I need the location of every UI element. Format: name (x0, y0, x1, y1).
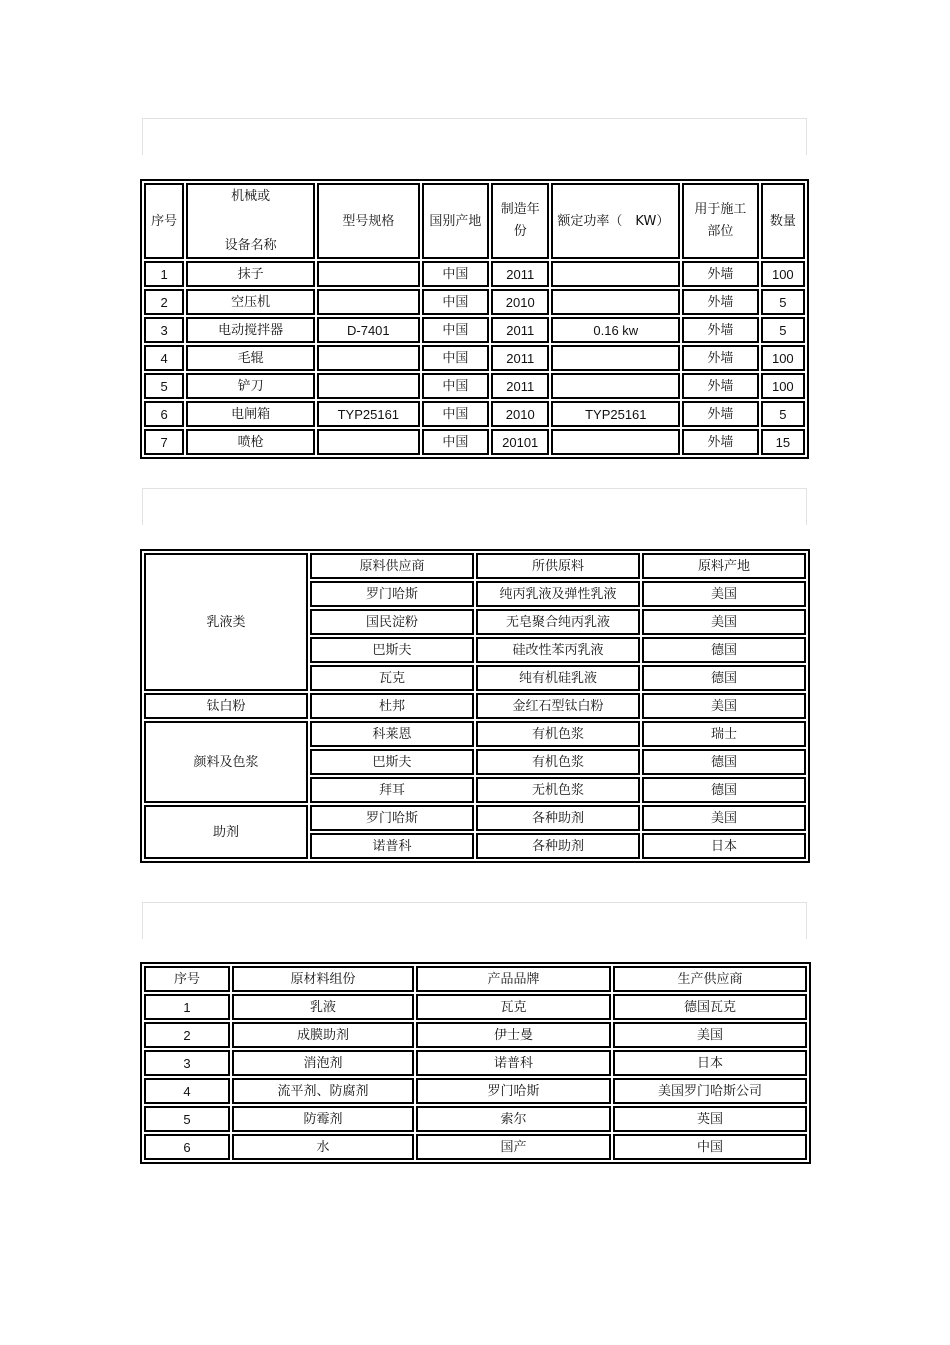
component-cell: 防霉剂 (232, 1106, 414, 1132)
power-cell (551, 345, 680, 371)
year-cell: 2011 (491, 261, 549, 287)
origin-cell: 德国 (642, 665, 806, 691)
header-index: 序号 (144, 966, 230, 992)
origin-cell: 中国 (422, 289, 489, 315)
header-equipment-name (186, 183, 315, 259)
component-cell: 水 (232, 1134, 414, 1160)
supplier-cell: 拜耳 (310, 777, 474, 803)
table-row (144, 805, 806, 831)
header-material: 所供原料 (476, 553, 640, 579)
header-year: 制造年份 (491, 183, 549, 259)
power-cell (551, 289, 680, 315)
header-component: 原材料组份 (232, 966, 414, 992)
producer-cell: 英国 (613, 1106, 807, 1132)
table-row (144, 1078, 807, 1104)
qty-cell: 100 (761, 261, 805, 287)
table-row (144, 994, 807, 1020)
origin-cell: 美国 (642, 805, 806, 831)
name-cell: 毛辊 (186, 345, 315, 371)
index-cell: 5 (144, 1106, 230, 1132)
power-cell (551, 429, 680, 455)
equipment-table (140, 179, 809, 459)
supplier-cell: 巴斯夫 (310, 637, 474, 663)
materials-supplier-table (140, 549, 810, 863)
model-cell (317, 289, 420, 315)
model-cell (317, 345, 420, 371)
index-cell: 3 (144, 1050, 230, 1076)
group-additive: 助剂 (144, 805, 308, 859)
header-index: 序号 (144, 183, 184, 259)
header-brand: 产品品牌 (416, 966, 611, 992)
qty-cell: 100 (761, 345, 805, 371)
producer-cell: 德国瓦克 (613, 994, 807, 1020)
table-header-row (144, 966, 807, 992)
year-cell: 2011 (491, 373, 549, 399)
section-title-box (142, 902, 807, 939)
index-cell: 3 (144, 317, 184, 343)
name-cell: 电闸箱 (186, 401, 315, 427)
index-cell: 6 (144, 1134, 230, 1160)
brand-cell: 伊士曼 (416, 1022, 611, 1048)
index-cell: 2 (144, 1022, 230, 1048)
origin-cell: 德国 (642, 749, 806, 775)
index-cell: 1 (144, 994, 230, 1020)
model-cell: D-7401 (317, 317, 420, 343)
brand-cell: 罗门哈斯 (416, 1078, 611, 1104)
group-titanium: 钛白粉 (144, 693, 308, 719)
supplier-cell: 国民淀粉 (310, 609, 474, 635)
table-row (144, 1134, 807, 1160)
header-origin: 国别产地 (422, 183, 489, 259)
origin-cell: 美国 (642, 581, 806, 607)
material-cell: 纯有机硅乳液 (476, 665, 640, 691)
usage-cell: 外墙 (682, 373, 758, 399)
material-cell: 无机色浆 (476, 777, 640, 803)
supplier-cell: 诺普科 (310, 833, 474, 859)
header-supplier: 原料供应商 (310, 553, 474, 579)
producer-cell: 美国罗门哈斯公司 (613, 1078, 807, 1104)
header-name-line2: 设备名称 (224, 238, 277, 253)
component-cell: 乳液 (232, 994, 414, 1020)
material-cell: 各种助剂 (476, 805, 640, 831)
table-row (144, 317, 805, 343)
index-cell: 1 (144, 261, 184, 287)
supplier-cell: 科莱恩 (310, 721, 474, 747)
origin-cell: 日本 (642, 833, 806, 859)
table-row (144, 1022, 807, 1048)
qty-cell: 5 (761, 289, 805, 315)
producer-cell: 中国 (613, 1134, 807, 1160)
table-row (144, 693, 806, 719)
name-cell: 喷枪 (186, 429, 315, 455)
power-cell (551, 261, 680, 287)
header-material-origin: 原料产地 (642, 553, 806, 579)
index-cell: 4 (144, 345, 184, 371)
header-power: 额定功率（ KW） (551, 183, 680, 259)
year-cell: 20101 (491, 429, 549, 455)
material-cell: 有机色浆 (476, 749, 640, 775)
table-row (144, 289, 805, 315)
producer-cell: 日本 (613, 1050, 807, 1076)
usage-cell: 外墙 (682, 429, 758, 455)
table-row (144, 1050, 807, 1076)
table-header-row (144, 183, 805, 259)
name-cell: 电动搅拌器 (186, 317, 315, 343)
index-cell: 7 (144, 429, 184, 455)
power-cell (551, 373, 680, 399)
material-cell: 金红石型钛白粉 (476, 693, 640, 719)
power-cell: TYP25161 (551, 401, 680, 427)
table-row (144, 345, 805, 371)
origin-cell: 中国 (422, 429, 489, 455)
usage-cell: 外墙 (682, 345, 758, 371)
table-row (144, 429, 805, 455)
model-cell (317, 373, 420, 399)
table-row (144, 261, 805, 287)
material-cell: 纯丙乳液及弹性乳液 (476, 581, 640, 607)
material-cell: 有机色浆 (476, 721, 640, 747)
origin-cell: 美国 (642, 609, 806, 635)
origin-cell: 中国 (422, 401, 489, 427)
brand-cell: 国产 (416, 1134, 611, 1160)
table-row (144, 401, 805, 427)
power-cell: 0.16 kw (551, 317, 680, 343)
year-cell: 2010 (491, 401, 549, 427)
name-cell: 抹子 (186, 261, 315, 287)
usage-cell: 外墙 (682, 317, 758, 343)
component-cell: 成膜助剂 (232, 1022, 414, 1048)
usage-cell: 外墙 (682, 261, 758, 287)
qty-cell: 100 (761, 373, 805, 399)
index-cell: 5 (144, 373, 184, 399)
component-cell: 流平剂、防腐剂 (232, 1078, 414, 1104)
name-cell: 空压机 (186, 289, 315, 315)
origin-cell: 中国 (422, 345, 489, 371)
index-cell: 4 (144, 1078, 230, 1104)
qty-cell: 15 (761, 429, 805, 455)
model-cell (317, 261, 420, 287)
material-cell: 无皂聚合纯丙乳液 (476, 609, 640, 635)
component-cell: 消泡剂 (232, 1050, 414, 1076)
index-cell: 2 (144, 289, 184, 315)
material-cell: 硅改性苯丙乳液 (476, 637, 640, 663)
header-usage: 用于施工部位 (682, 183, 758, 259)
origin-cell: 中国 (422, 261, 489, 287)
group-pigment: 颜料及色浆 (144, 721, 308, 803)
year-cell: 2010 (491, 289, 549, 315)
table-row (144, 721, 806, 747)
header-producer: 生产供应商 (613, 966, 807, 992)
model-cell (317, 429, 420, 455)
brand-cell: 诺普科 (416, 1050, 611, 1076)
model-cell: TYP25161 (317, 401, 420, 427)
supplier-cell: 罗门哈斯 (310, 581, 474, 607)
group-emulsion: 乳液类 (144, 553, 308, 691)
brand-cell: 索尔 (416, 1106, 611, 1132)
origin-cell: 中国 (422, 373, 489, 399)
table-header-row (144, 553, 806, 579)
origin-cell: 美国 (642, 693, 806, 719)
supplier-cell: 瓦克 (310, 665, 474, 691)
components-table (140, 962, 811, 1164)
supplier-cell: 杜邦 (310, 693, 474, 719)
qty-cell: 5 (761, 401, 805, 427)
origin-cell: 中国 (422, 317, 489, 343)
supplier-cell: 罗门哈斯 (310, 805, 474, 831)
year-cell: 2011 (491, 345, 549, 371)
header-model: 型号规格 (317, 183, 420, 259)
origin-cell: 德国 (642, 637, 806, 663)
table-row (144, 373, 805, 399)
producer-cell: 美国 (613, 1022, 807, 1048)
section-title-box (142, 118, 807, 155)
qty-cell: 5 (761, 317, 805, 343)
brand-cell: 瓦克 (416, 994, 611, 1020)
origin-cell: 瑞士 (642, 721, 806, 747)
table-row (144, 1106, 807, 1132)
section-title-box (142, 488, 807, 525)
usage-cell: 外墙 (682, 289, 758, 315)
origin-cell: 德国 (642, 777, 806, 803)
material-cell: 各种助剂 (476, 833, 640, 859)
index-cell: 6 (144, 401, 184, 427)
header-qty: 数量 (761, 183, 805, 259)
year-cell: 2011 (491, 317, 549, 343)
name-cell: 铲刀 (186, 373, 315, 399)
usage-cell: 外墙 (682, 401, 758, 427)
supplier-cell: 巴斯夫 (310, 749, 474, 775)
header-name-line1: 机械或 (231, 189, 271, 204)
